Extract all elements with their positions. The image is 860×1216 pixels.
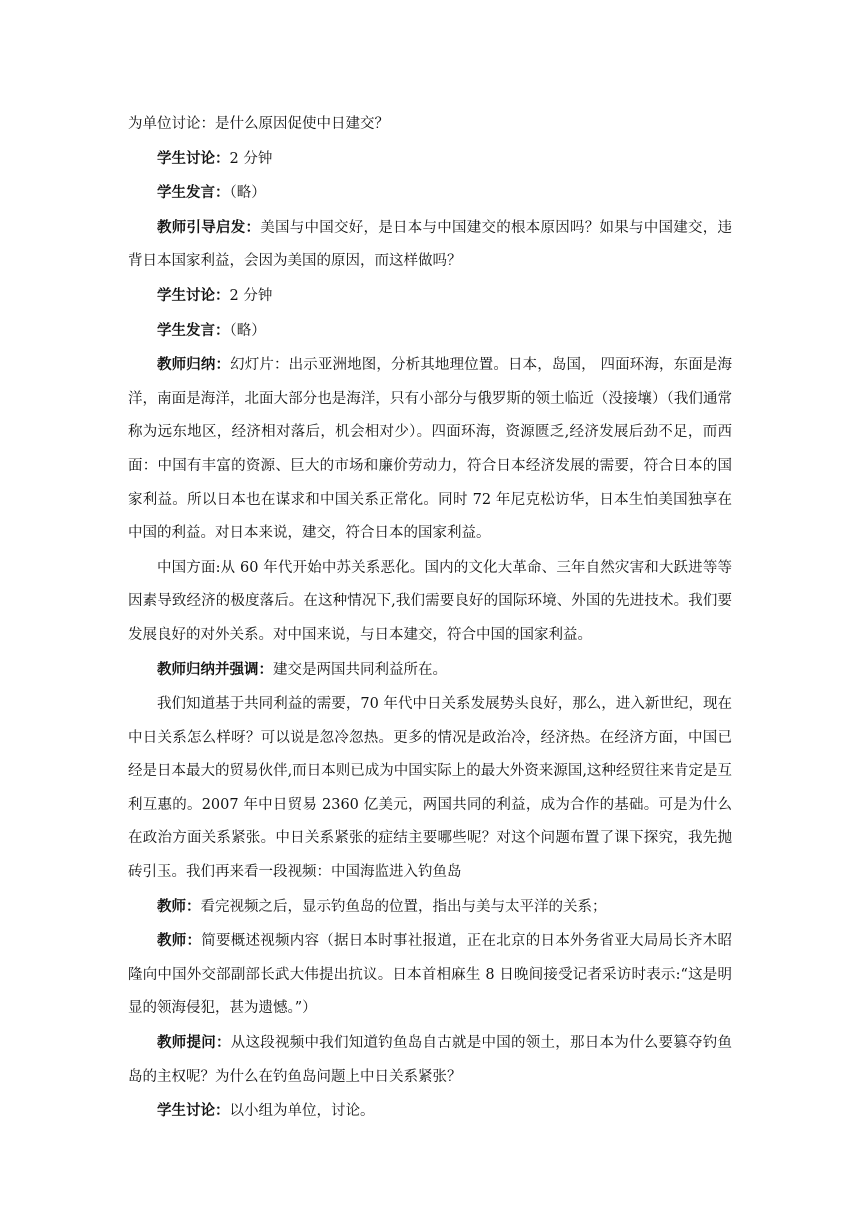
paragraph-label: 教师： [157,932,202,950]
paragraph-text: （略） [229,185,266,202]
paragraph-text: 2 分钟 [229,150,273,167]
paragraph [128,279,732,314]
paragraph [128,890,732,925]
paragraph-label: 教师： [157,897,201,915]
paragraph-text: 美国与中国交好，是日本与中国建交的根本原因吗？如果与中国建交，违背日本国家利益，会因为美国的原因，而这样做吗？ [128,219,732,270]
paragraph-label: 教师归纳并强调： [157,660,273,678]
paragraph [128,107,732,142]
paragraph [128,1094,732,1129]
paragraph [128,687,732,890]
paragraph [128,142,732,177]
paragraph-text: 建交是两国共同利益所在。 [273,661,447,678]
paragraph [128,176,732,211]
paragraph [128,348,732,551]
paragraph-label: 教师引导启发： [157,218,261,236]
paragraph-text: 简要概述视频内容（据日本时事社报道，正在北京的日本外务省亚大局局长齐木昭隆向中国外交部副部长武大伟提出抗议。日本首相麻生 8 日晚间接受记者采访时表示:“这是明显的领海侵犯，甚为遗憾。”） [128,933,732,1017]
paragraph-label: 学生发言： [157,321,230,339]
paragraph-label: 教师归纳： [157,356,231,374]
paragraph-label: 学生讨论： [157,149,230,167]
paragraph-text: 中国方面:从 60 年代开始中苏关系恶化。国内的文化大革命、三年自然灾害和大跃进等等因素导致经济的极度落后。在这种情况下,我们需要良好的国际环境、外国的先进技术。我们要发展良好的对外关系。对中国来说，与日本建交，符合中国的国家利益。 [128,559,732,643]
paragraph-label: 学生发言： [157,184,230,202]
paragraph [128,924,732,1026]
paragraph [128,314,732,349]
paragraph-text: （略） [229,322,266,339]
paragraph-label: 学生讨论： [157,1102,230,1120]
document-body [128,107,732,1129]
paragraph [128,551,732,653]
paragraph-label: 教师提问： [157,1034,231,1052]
paragraph [128,211,732,279]
paragraph-text: 从这段视频中我们知道钓鱼岛自古就是中国的领土，那日本为什么要篡夺钓鱼岛的主权呢？为什么在钓鱼岛问题上中日关系紧张？ [128,1035,732,1085]
paragraph [128,653,732,688]
paragraph-text: 我们知道基于共同利益的需要，70 年代中日关系发展势头良好，那么，进入新世纪，现在中日关系怎么样呀？可以说是忽冷忽热。更多的情况是政治冷，经济热。在经济方面，中国已经是日本最大的贸易伙伴,而日本则已成为中国实际上的最大外资来源国,这种经贸往来肯定是互利互惠的。2007 年中日贸易 2360 亿美元，两国共同的利益，成为合作的基础。可是为什么在政治方面关系紧张。中日关系紧张的症结主要哪些呢？对这个问题布置了课下探究，我先抛砖引玉。我们再来看一段视频：中国海监进入钓鱼岛 [128,696,732,881]
paragraph-text: 2 分钟 [229,287,273,304]
paragraph-text: 幻灯片：出示亚洲地图，分析其地理位置。日本，岛国， 四面环海，东面是海洋，南面是海洋，北面大部分也是海洋，只有小部分与俄罗斯的领土临近（没接壤）（我们通常称为远东地区，经济相对落后，机会相对少）。四面环海，资源匮乏,经济发展后劲不足，而西面：中国有丰富的资源、巨大的市场和廉价劳动力，符合日本经济发展的需要，符合日本的国家利益。所以日本也在谋求和中国关系正常化。同时 72 年尼克松访华，日本生怕美国独享在中国的利益。对日本来说，建交，符合日本的国家利益。 [128,357,733,542]
paragraph-label: 学生讨论： [157,286,230,304]
paragraph-text: 为单位讨论：是什么原因促使中日建交？ [128,116,389,132]
paragraph [128,1026,732,1094]
paragraph-text: 以小组为单位，讨论。 [229,1103,375,1120]
paragraph-text: 看完视频之后，显示钓鱼岛的位置，指出与美与太平洋的关系； [200,898,607,915]
